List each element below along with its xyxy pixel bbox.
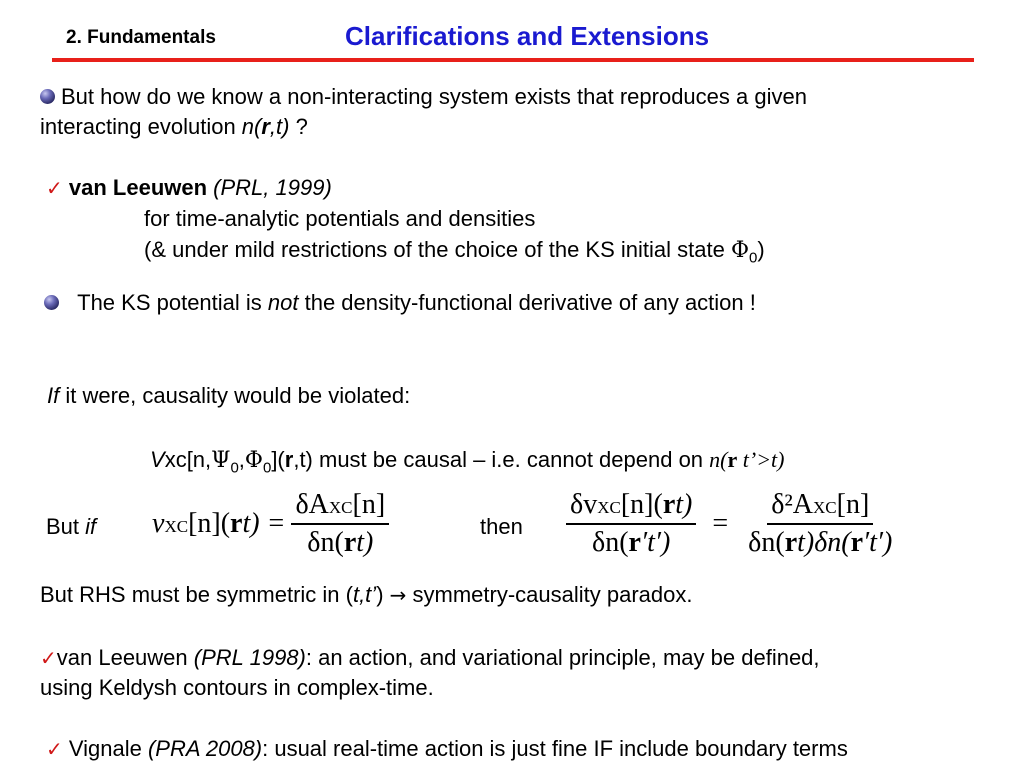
causality-line: If it were, causality would be violated: <box>47 383 411 408</box>
but-if-label: But if <box>46 514 97 539</box>
title-divider <box>52 58 974 62</box>
vanleeuwen-1999-detail-1: for time-analytic potentials and densities <box>144 206 536 231</box>
checkmark-icon: ✓ <box>40 646 57 670</box>
sphere-bullet-icon <box>40 89 55 104</box>
vanleeuwen-1998-block <box>40 643 820 703</box>
eq-fraction-3: $\frac{\text{δ²AXC[n]}}{\delta n(rt)\delta n(r't')}$ <box>748 489 893 558</box>
vanleeuwen-1999-line: ✓ van Leeuwen (PRL, 1999) <box>46 175 332 200</box>
checkmark-icon: ✓ <box>46 176 63 200</box>
vignale-line: ✓ Vignale (PRA 2008): usual real-time action is just fine IF include boundary terms <box>46 736 848 761</box>
section-label: 2. Fundamentals <box>66 27 216 48</box>
vxc-causal-line: $Vxc[n,\Psi_0,\Phi_0](r,t)$ must be causal – i.e. cannot depend on n(r t’>t) <box>150 447 785 477</box>
sphere-bullet-icon <box>44 295 59 310</box>
checkmark-icon: ✓ <box>46 737 63 761</box>
vanleeuwen-1998-line-1: ✓van Leeuwen (PRL 1998): an action, and variational principle, may be defined, <box>40 645 820 670</box>
equation-symmetry: $\frac{\text{δvXC[n](rt)}}{\delta n(r't')}$ = $\frac{\text{δ²AXC[n]}}{\delta n(rt)\delta n(r't')}$ <box>560 484 902 564</box>
rhs-symmetry-line: But RHS must be symmetric in (t,t’) → symmetry-causality paradox. <box>40 582 693 607</box>
equation-vxc-definition <box>152 484 395 564</box>
right-arrow-icon: → <box>389 583 407 607</box>
eq-fraction-1: $\frac{\text{δAXC[n]}}{\delta n(rt)}$ <box>291 489 389 559</box>
eq-lhs: vXC[n](rt) = <box>152 508 286 539</box>
ks-potential-line: The KS potential is not the density-functional derivative of any action ! <box>44 288 756 318</box>
question-block <box>40 82 807 142</box>
question-line-1: But how do we know a non-interacting system exists that reproduces a given <box>40 82 807 112</box>
question-line-2: interacting evolution n(r,t) ? <box>40 114 308 139</box>
eq-fraction-2: $\frac{\text{δvXC[n](rt)}}{\delta n(r't')}$ <box>566 489 696 559</box>
vanleeuwen-1999-detail-2: (& under mild restrictions of the choice of the KS initial state $\Phi_0$) <box>144 237 765 267</box>
slide-title: Clarifications and Extensions <box>345 21 710 51</box>
vanleeuwen-1998-line-2: using Keldysh contours in complex-time. <box>40 675 434 700</box>
then-label: then <box>480 514 523 539</box>
